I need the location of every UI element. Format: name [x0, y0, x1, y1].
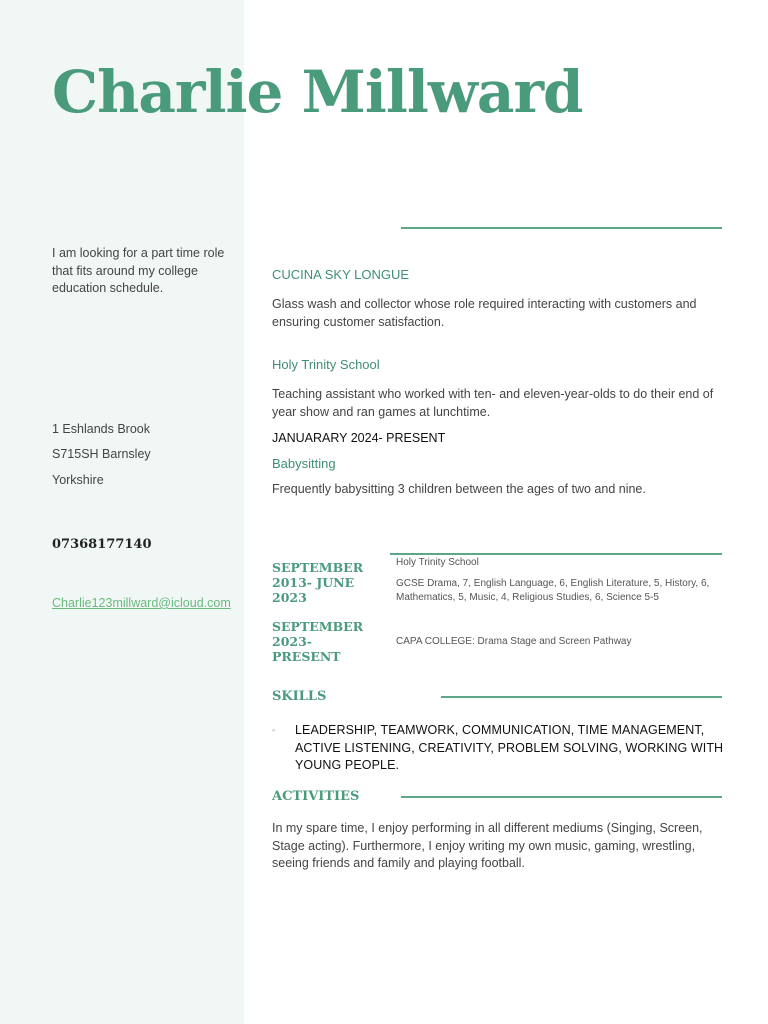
education-dates-college: SEPTEMBER 2023- PRESENT	[272, 619, 364, 664]
job-title-holy-trinity: Holy Trinity School	[272, 357, 380, 372]
job-title-cucina: CUCINA SKY LONGUE	[272, 267, 410, 282]
skills-heading: SKILLS	[272, 689, 327, 704]
address-line-3: Yorkshire	[52, 473, 104, 487]
activities-heading: ACTIVITIES	[272, 789, 360, 804]
sidebar-panel	[0, 0, 244, 1024]
phone-number: 07368177140	[52, 537, 152, 552]
activities-divider	[401, 796, 722, 798]
address-line-1: 1 Eshlands Brook	[52, 422, 150, 436]
job-description-holy-trinity: Teaching assistant who worked with ten- and eleven-year-olds to do their end of year show and ran games at lunchtime.	[272, 387, 714, 419]
activities-description: In my spare time, I enjoy performing in all different mediums (Singing, Screen, Stage acting). Furthermore, I enjoy writing my own music, gaming, wrestling, seeing friends and family and playing football.	[272, 821, 703, 870]
address-line-2: S715SH Barnsley	[52, 447, 151, 461]
bullet-icon: ◦	[272, 725, 276, 735]
candidate-name: Charlie Millward	[52, 58, 583, 126]
education-dates-school: SEPTEMBER 2013- JUNE 2023	[272, 560, 364, 605]
job-description-cucina: Glass wash and collector whose role required interacting with customers and ensuring customer satisfaction.	[272, 297, 697, 329]
email-link[interactable]: Charlie123millward@icloud.com	[52, 596, 231, 610]
education-college-name: CAPA COLLEGE: Drama Stage and Screen Pathway	[396, 636, 632, 647]
education-school-details: GCSE Drama, 7, English Language, 6, English Literature, 5, History, 6, Mathematics, 5, Music, 4, Religious Studies, 6, Science 5-5	[396, 578, 710, 603]
experience-divider	[401, 227, 722, 229]
education-school-name: Holy Trinity School	[396, 557, 479, 568]
profile-summary: I am looking for a part time role that fits around my college education schedule.	[52, 246, 225, 295]
education-divider	[390, 553, 722, 555]
job-description-babysitting: Frequently babysitting 3 children between the ages of two and nine.	[272, 482, 646, 496]
job-title-babysitting: Babysitting	[272, 456, 336, 471]
skills-divider	[441, 696, 722, 698]
skills-list: LEADERSHIP, TEAMWORK, COMMUNICATION, TIME MANAGEMENT, ACTIVE LISTENING, CREATIVITY, PROBLEM SOLVING, WORKING WITH YOUNG PEOPLE.	[295, 723, 724, 772]
job-dates-babysitting: JANUARARY 2024- PRESENT	[272, 431, 446, 445]
